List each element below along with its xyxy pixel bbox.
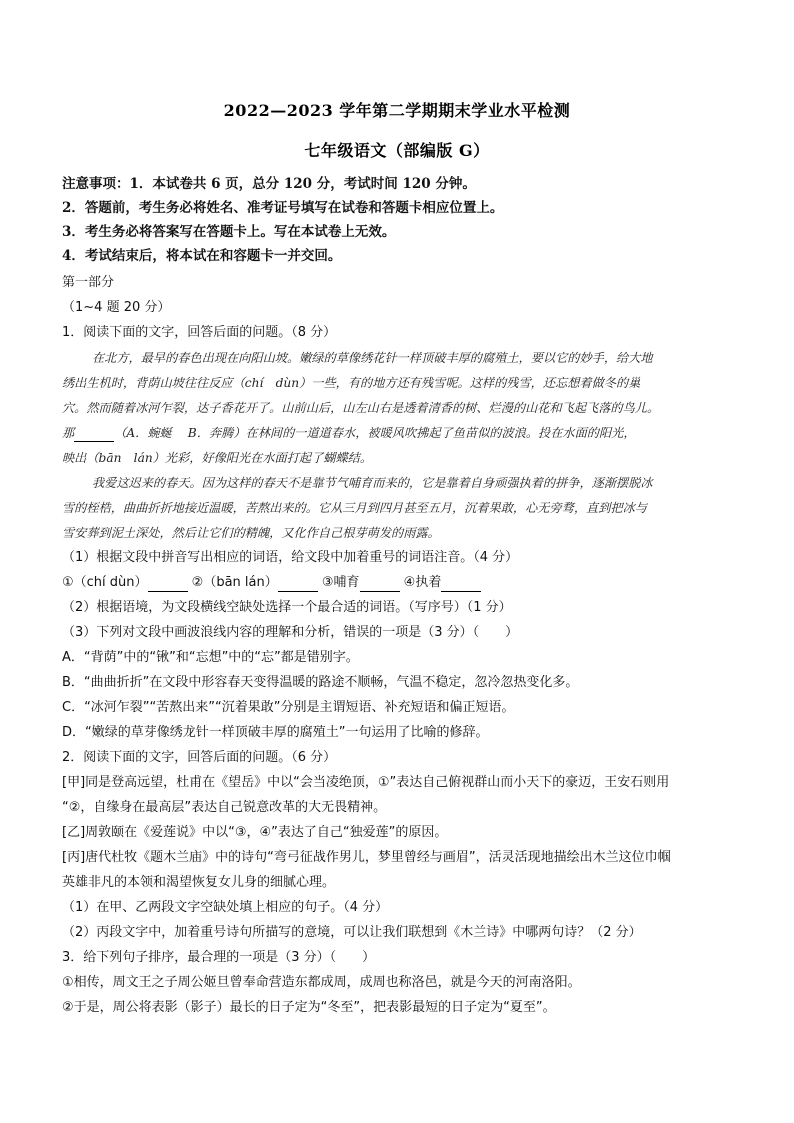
q2-subquestion-1: （1）在甲、乙两段文字空缺处填上相应的句子。（4 分）: [62, 900, 389, 915]
passage-line: [62, 424, 636, 442]
answer-blank: [278, 577, 318, 592]
option-d: D．“嫩绿的草芽像绣龙针一样顶破丰厚的腐殖土”一句运用了比喻的修辞。: [62, 725, 489, 740]
notice-1: 注意事项：1．本试卷共 6 页，总分 120 分，考试时间 120 分钟。: [62, 176, 476, 192]
passage-line: 雪安葬到泥土深处，然后让它们的精魄，又化作自己根芽萌发的雨露。: [62, 526, 440, 540]
answer-blank: [360, 577, 400, 592]
answer-blank: [74, 427, 114, 442]
answer-blank: [441, 577, 481, 592]
option-c: C．“冰河乍裂”“苦熬出来”“沉着果敢”分别是主谓短语、补充短语和偏正短语。: [62, 700, 515, 715]
question-1-stem: 1．阅读下面的文字，回答后面的问题。（8 分）: [62, 325, 337, 340]
passage-line: 映出（bān lán）光彩，好像阳光在水面打起了蝴蝶结。: [62, 451, 373, 465]
subquestion-2: （2）根据语境，为文段横线空缺处选择一个最合适的词语。（写序号）（1 分）: [62, 600, 512, 615]
part-heading: 第一部分: [62, 275, 115, 290]
passage-line: 在北方，最早的春色出现在向阳山坡。嫩绿的草像绣花针一样顶破丰厚的腐殖土，要以它的妙手，给大地: [92, 351, 653, 365]
subquestion-3: （3）下列对文段中画波浪线内容的理解和分析，错误的一项是（3 分）（ ）: [62, 625, 519, 640]
option-a: A．“背荫”中的“锹”和“忘想”中的“忘”都是错别字。: [62, 650, 359, 665]
sentence-2: ②于是，周公将表影（影子）最长的日子定为“冬至”，把表影最短的日子定为“夏至”。: [62, 1000, 556, 1015]
passage-text: （A．蜿蜒 B．奔腾）在林间的一道道春水，被暖风吹拂起了鱼苗似的波浪。投在水面的阳光，: [114, 426, 636, 440]
notice-3: 3．考生务必将答案写在答题卡上。写在本试卷上无效。: [62, 224, 396, 240]
q2-subquestion-2: （2）丙段文字中，加着重号诗句所描写的意境，可以让我们联想到《木兰诗》中哪两句诗？（2 分）: [62, 925, 642, 940]
paragraph-bing: [丙]唐代杜牧《题木兰庙》中的诗句“弯弓征战作男儿，梦里曾经与画眉”，活灵活现地描绘出木兰这位巾帼: [62, 850, 671, 865]
exam-subtitle: 七年级语文（部编版 G）: [304, 141, 490, 160]
blank-label: ③哺育: [321, 575, 360, 590]
option-b: B．“曲曲折折”在文段中形容春天变得温暖的路途不顺畅，气温不稳定，忽冷忽热变化多。: [62, 675, 579, 690]
notice-2: 2．答题前，考生务必将姓名、准考证号填写在试卷和答题卡相应位置上。: [62, 200, 504, 216]
passage-line: 我爱这迟来的春天。因为这样的春天不是靠节气哺育而来的，它是靠着自身顽强执着的拼争，逐渐摆脱冰: [92, 476, 653, 490]
answer-blank: [148, 577, 188, 592]
question-2-stem: 2．阅读下面的文字，回答后面的问题。（6 分）: [62, 750, 337, 765]
blank-label: ②（bān lán）: [191, 575, 278, 590]
fill-blanks-row: [62, 574, 481, 592]
question-3-stem: 3．给下列句子排序，最合理的一项是（3 分）（ ）: [62, 950, 376, 965]
paragraph-bing: 英雄非凡的本领和渴望恢复女儿身的细腻心理。: [62, 875, 336, 890]
passage-line: 穴。然而随着冰河乍裂，达子香花开了。山前山后，山左山右是透着清香的树、烂漫的山花和飞起飞落的鸟儿。: [62, 401, 660, 415]
paragraph-yi: [乙]周敦颐在《爱莲说》中以“③，④”表达了自己“独爱莲”的原因。: [62, 825, 448, 840]
paragraph-jia: “②，自缘身在最高层”表达自己锐意改革的大无畏精神。: [62, 800, 387, 815]
blank-label: ④执着: [403, 575, 442, 590]
blank-label: ①（chí dùn）: [62, 575, 148, 590]
sentence-1: ①相传，周文王之子周公姬旦曾奉命营造东都成周，成周也称洛邑，就是今天的河南洛阳。: [62, 975, 581, 990]
passage-line: 雪的桎梏，曲曲折折地接近温暖，苦熬出来的。它从三月到四月甚至五月，沉着果敢，心无旁骛，直到把冰与: [62, 501, 647, 515]
subquestion-1: （1）根据文段中拼音写出相应的词语，给文段中加着重号的词语注音。（4 分）: [62, 550, 519, 565]
exam-title: 2022—2023 学年第二学期期末学业水平检测: [223, 101, 571, 120]
part-range: （1~4 题 20 分）: [62, 300, 171, 315]
paragraph-jia: [甲]同是登高远望，杜甫在《望岳》中以“会当凌绝顶，①”表达自己俯视群山而小天下的豪迈，王安石则用: [62, 775, 670, 790]
passage-line: 绣出生机时，背荫山坡往往反应（chí dùn）一些，有的地方还有残雪呢。这样的残雪，还忘想着做冬的巢: [62, 376, 641, 390]
passage-text: 那: [62, 426, 75, 440]
notice-4: 4．考试结束后，将本试在和容题卡一并交回。: [62, 248, 342, 264]
